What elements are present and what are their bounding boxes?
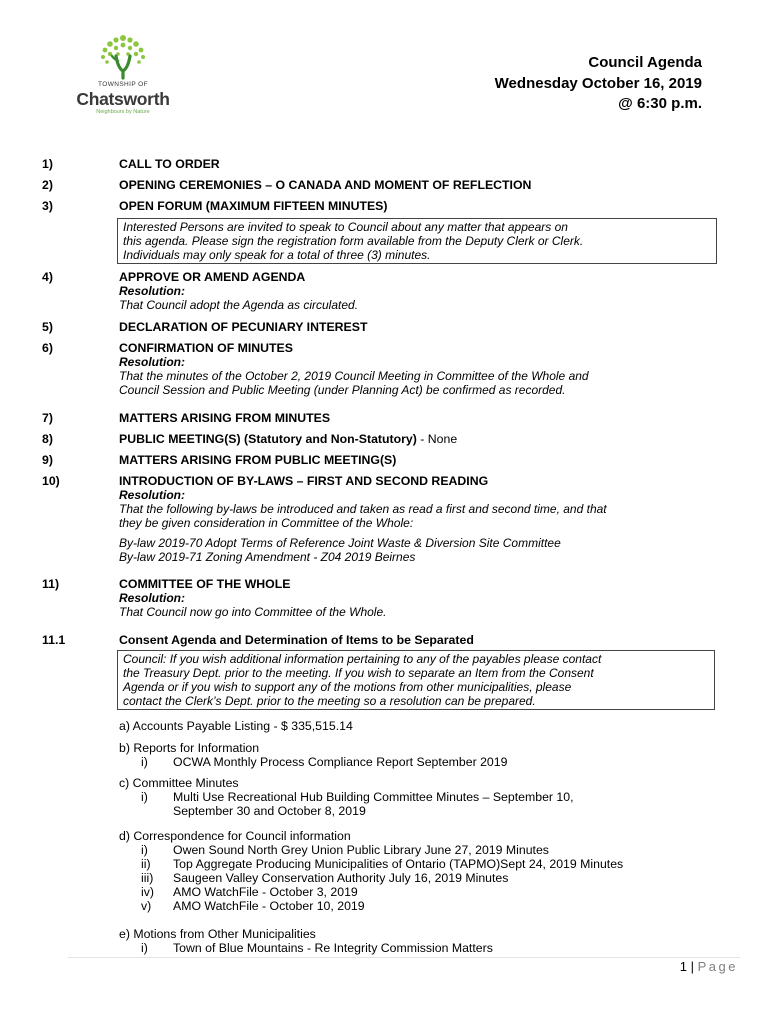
motion-entry: Town of Blue Mountains - Re Integrity Commission Matters <box>173 941 493 955</box>
note-line: Agenda or if you wish to support any of the motions from other municipalities, please <box>123 680 572 694</box>
tree-logo-icon <box>96 34 150 80</box>
item-number: 2) <box>42 178 53 192</box>
page-footer <box>680 959 738 974</box>
report-entry: OCWA Monthly Process Compliance Report September 2019 <box>173 755 508 769</box>
page-number: 1 <box>679 959 688 974</box>
roman-numeral: i) <box>141 755 148 769</box>
item-title: MATTERS ARISING FROM PUBLIC MEETING(S) <box>119 453 397 467</box>
logo-township-label: TOWNSHIP OF <box>97 81 149 88</box>
minutes-entry-cont: September 30 and October 8, 2019 <box>173 804 366 818</box>
consent-item-e: e) Motions from Other Municipalities <box>119 927 316 941</box>
note-line: Council: If you wish additional information pertaining to any of the payables please contact <box>123 652 602 666</box>
item-title <box>119 432 457 446</box>
item-title: CONFIRMATION OF MINUTES <box>119 341 293 355</box>
bylaw-entry: By-law 2019-71 Zoning Amendment - Z04 2019 Beirnes <box>119 550 416 564</box>
consent-item-c: c) Committee Minutes <box>119 776 239 790</box>
roman-numeral: iv) <box>141 885 154 899</box>
agenda-title: Council Agenda <box>588 54 702 71</box>
bylaw-entry: By-law 2019-70 Adopt Terms of Reference Joint Waste & Diversion Site Committee <box>119 536 561 550</box>
consent-item-a: a) Accounts Payable Listing - $ 335,515.14 <box>119 719 353 733</box>
page-label: Page <box>697 959 738 974</box>
resolution-label: Resolution: <box>119 355 185 369</box>
resolution-label: Resolution: <box>119 488 185 502</box>
roman-numeral: i) <box>141 843 148 857</box>
item-number: 7) <box>42 411 53 425</box>
item-title-suffix: - None <box>416 432 458 446</box>
minutes-entry: Multi Use Recreational Hub Building Committee Minutes – September 10, <box>173 790 574 804</box>
item-number: 5) <box>42 320 53 334</box>
item-number: 9) <box>42 453 53 467</box>
resolution-label: Resolution: <box>119 591 185 605</box>
note-line: the Treasury Dept. prior to the meeting. If you wish to separate an Item from the Consent <box>123 666 594 680</box>
page-separator: | <box>687 959 698 974</box>
agenda-header <box>495 53 702 115</box>
note-line: Individuals may only speak for a total of three (3) minutes. <box>123 248 431 262</box>
consent-item-d: d) Correspondence for Council information <box>119 829 351 843</box>
resolution-text: they be given consideration in Committee of the Whole: <box>119 516 414 530</box>
item-number: 3) <box>42 199 53 213</box>
item-title-text: PUBLIC MEETING(S) (Statutory and Non-Statutory) <box>119 432 417 446</box>
resolution-text: Council Session and Public Meeting (under Planning Act) be confirmed as recorded. <box>119 383 566 397</box>
item-title: Consent Agenda and Determination of Items to be Separated <box>119 633 474 647</box>
logo-name: Chatsworth <box>76 89 170 109</box>
footer-divider <box>68 957 740 958</box>
correspondence-entry: Top Aggregate Producing Municipalities of Ontario (TAPMO)Sept 24, 2019 Minutes <box>173 857 624 871</box>
open-forum-note <box>117 218 717 264</box>
item-number: 11) <box>42 577 60 591</box>
roman-numeral: v) <box>141 899 152 913</box>
item-title: APPROVE OR AMEND AGENDA <box>119 270 306 284</box>
agenda-time: @ 6:30 p.m. <box>618 95 702 112</box>
resolution-text: That Council adopt the Agenda as circulated. <box>119 298 359 312</box>
resolution-text: That the following by-laws be introduced and taken as read a first and second time, and that <box>119 502 607 516</box>
roman-numeral: ii) <box>141 857 151 871</box>
correspondence-entry: Saugeen Valley Conservation Authority July 16, 2019 Minutes <box>173 871 509 885</box>
item-title: COMMITTEE OF THE WHOLE <box>119 577 291 591</box>
consent-item-b: b) Reports for Information <box>119 741 260 755</box>
item-number: 1) <box>42 157 53 171</box>
item-number: 4) <box>42 270 53 284</box>
resolution-text: That the minutes of the October 2, 2019 Council Meeting in Committee of the Whole and <box>119 369 589 383</box>
roman-numeral: i) <box>141 790 148 804</box>
item-title: INTRODUCTION OF BY-LAWS – FIRST AND SECOND READING <box>119 474 489 488</box>
correspondence-entry: AMO WatchFile - October 10, 2019 <box>173 899 365 913</box>
consent-agenda-note <box>117 650 715 710</box>
roman-numeral: i) <box>141 941 148 955</box>
correspondence-entry: AMO WatchFile - October 3, 2019 <box>173 885 358 899</box>
note-line: contact the Clerk’s Dept. prior to the meeting so a resolution can be prepared. <box>123 694 536 708</box>
roman-numeral: iii) <box>141 871 154 885</box>
note-line: Interested Persons are invited to speak to Council about any matter that appears on <box>123 220 568 234</box>
township-logo <box>68 34 178 120</box>
resolution-label: Resolution: <box>119 284 185 298</box>
agenda-date: Wednesday October 16, 2019 <box>494 74 702 92</box>
item-number: 11.1 <box>42 633 66 647</box>
item-number: 6) <box>42 341 53 355</box>
item-title: CALL TO ORDER <box>119 157 220 171</box>
note-line: this agenda. Please sign the registration form available from the Deputy Clerk or Clerk. <box>123 234 584 248</box>
item-title: OPENING CEREMONIES – O CANADA AND MOMENT OF REFLECTION <box>119 178 532 192</box>
item-title: DECLARATION OF PECUNIARY INTEREST <box>119 320 368 334</box>
item-number: 8) <box>42 432 53 446</box>
item-title: MATTERS ARISING FROM MINUTES <box>119 411 331 425</box>
logo-tagline: Neighbours by Nature <box>96 109 150 115</box>
item-number: 10) <box>42 474 60 488</box>
correspondence-entry: Owen Sound North Grey Union Public Library June 27, 2019 Minutes <box>173 843 549 857</box>
item-title: OPEN FORUM (MAXIMUM FIFTEEN MINUTES) <box>119 199 388 213</box>
resolution-text: That Council now go into Committee of the Whole. <box>119 605 387 619</box>
